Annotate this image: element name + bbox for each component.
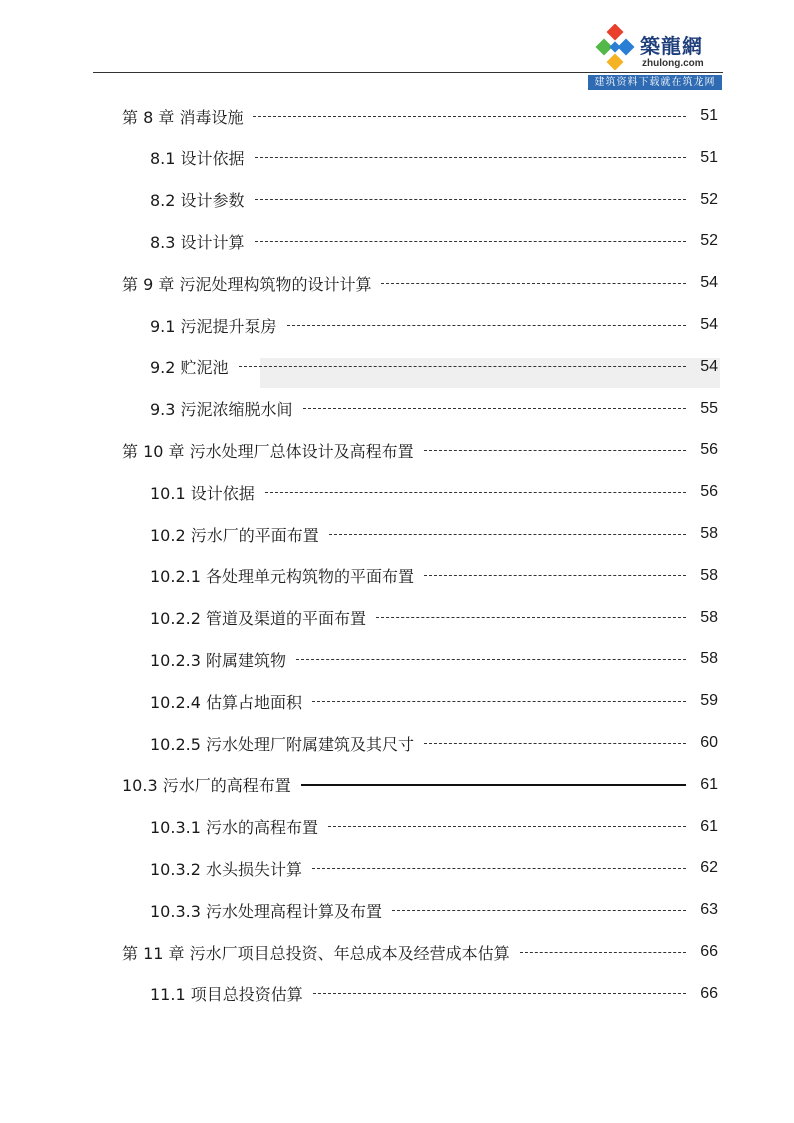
toc-leader-line (424, 450, 686, 451)
toc-chapter-entry[interactable] (122, 438, 718, 462)
toc-leader-line (239, 366, 686, 367)
toc-entry-title: 8.1 设计依据 (150, 149, 245, 169)
toc-page-number: 58 (700, 650, 718, 668)
toc-leader-line (328, 826, 686, 827)
toc-leader-line (303, 408, 686, 409)
toc-entry-title: 8.2 设计参数 (150, 191, 245, 211)
toc-page-number: 54 (700, 316, 718, 333)
toc-leader-line (253, 116, 686, 117)
logo-domain: zhulong.com (642, 58, 704, 69)
toc-entry-title: 10.2.2 管道及渠道的平面布置 (150, 609, 366, 629)
toc-section-entry[interactable] (150, 606, 718, 630)
toc-entry-title: 10.2 污水厂的平面布置 (150, 525, 319, 545)
toc-page-number: 54 (700, 357, 718, 375)
toc-leader-line (296, 659, 686, 660)
toc-page-number: 61 (700, 817, 718, 835)
toc-page-number: 58 (700, 525, 718, 542)
toc-page-number: 56 (700, 483, 718, 501)
toc-entry-title: 第 8 章 消毒设施 (122, 107, 244, 127)
toc-leader-line (265, 492, 686, 493)
toc-leader-line (520, 952, 686, 953)
toc-entry-title: 第 11 章 污水厂项目总投资、年总成本及经营成本估算 (122, 943, 510, 963)
toc-chapter-entry[interactable] (122, 773, 718, 797)
toc-entry-title: 11.1 项目总投资估算 (150, 985, 303, 1005)
toc-leader-line (313, 993, 686, 994)
toc-entry-title: 9.2 贮泥池 (150, 358, 229, 378)
toc-chapter-entry[interactable] (122, 104, 718, 128)
toc-section-entry[interactable] (150, 856, 718, 880)
toc-page-number: 52 (700, 232, 718, 250)
toc-entry-title: 9.3 污泥浓缩脱水间 (150, 400, 293, 420)
toc-leader-line (255, 157, 686, 158)
toc-entry-title: 8.3 设计计算 (150, 232, 245, 252)
toc-chapter-entry[interactable] (122, 940, 718, 964)
logo-slogan: 建筑资料下载就在筑龙网 (588, 75, 722, 90)
toc-page-number: 52 (700, 190, 718, 208)
toc-page-number: 63 (700, 901, 718, 919)
toc-leader-line (255, 199, 686, 200)
toc-section-entry[interactable] (150, 731, 718, 755)
toc-page-number: 51 (700, 107, 718, 124)
toc-entry-title: 10.3.1 污水的高程布置 (150, 818, 318, 838)
toc-entry-title: 第 10 章 污水处理厂总体设计及高程布置 (122, 441, 414, 461)
toc-section-entry[interactable] (150, 647, 718, 671)
toc-page-number: 55 (700, 399, 718, 417)
toc-page-number: 66 (700, 984, 718, 1002)
toc-section-entry[interactable] (150, 146, 718, 170)
toc-entry-title: 10.3.3 污水处理高程计算及布置 (150, 901, 382, 921)
toc-page-number: 51 (700, 148, 718, 166)
toc-entry-title: 9.1 污泥提升泵房 (150, 316, 277, 336)
toc-entry-title: 10.2.4 估算占地面积 (150, 692, 302, 712)
toc-section-entry[interactable] (150, 982, 718, 1006)
toc-leader-line (301, 784, 686, 786)
toc-entry-title: 10.2.3 附属建筑物 (150, 650, 286, 670)
toc-leader-line (255, 241, 686, 242)
logo-name: 築龍網 (640, 34, 703, 58)
toc-section-entry[interactable] (150, 689, 718, 713)
toc-leader-line (287, 325, 686, 326)
toc-page-number: 58 (700, 608, 718, 626)
toc-section-entry[interactable] (150, 815, 718, 839)
toc-section-entry[interactable] (150, 564, 718, 588)
toc-page-number: 58 (700, 566, 718, 584)
toc-entry-title: 10.1 设计依据 (150, 483, 255, 503)
toc-entry-title: 10.3 污水厂的高程布置 (122, 776, 291, 796)
toc-page-number: 59 (700, 692, 718, 710)
toc-entry-title: 10.3.2 水头损失计算 (150, 859, 302, 879)
toc-leader-line (312, 701, 686, 702)
toc-leader-line (312, 868, 686, 869)
toc-leader-line (381, 283, 686, 284)
toc-chapter-entry[interactable] (122, 271, 718, 295)
toc-entry-title: 10.2.1 各处理单元构筑物的平面布置 (150, 567, 414, 587)
toc-leader-line (329, 534, 686, 535)
toc-entry-title: 10.2.5 污水处理厂附属建筑及其尺寸 (150, 734, 414, 754)
toc-section-entry[interactable] (150, 229, 718, 253)
toc-leader-line (392, 910, 686, 911)
toc-page-number: 61 (700, 775, 718, 793)
toc-entry-title: 第 9 章 污泥处理构筑物的设计计算 (122, 274, 372, 294)
toc-section-entry[interactable] (150, 898, 718, 922)
toc-page-number: 60 (700, 734, 718, 751)
toc-section-entry[interactable] (150, 188, 718, 212)
toc-page-number: 54 (700, 274, 718, 292)
toc-page-number: 62 (700, 859, 718, 877)
toc-section-entry[interactable] (150, 397, 718, 421)
toc-page-number: 66 (700, 943, 718, 960)
toc-leader-line (424, 743, 686, 744)
toc-section-entry[interactable] (150, 480, 718, 504)
toc-section-entry[interactable] (150, 355, 718, 379)
toc-page-number: 56 (700, 441, 718, 459)
toc-leader-line (424, 575, 686, 576)
toc-section-entry[interactable] (150, 313, 718, 337)
toc-leader-line (376, 617, 686, 618)
toc-section-entry[interactable] (150, 522, 718, 546)
